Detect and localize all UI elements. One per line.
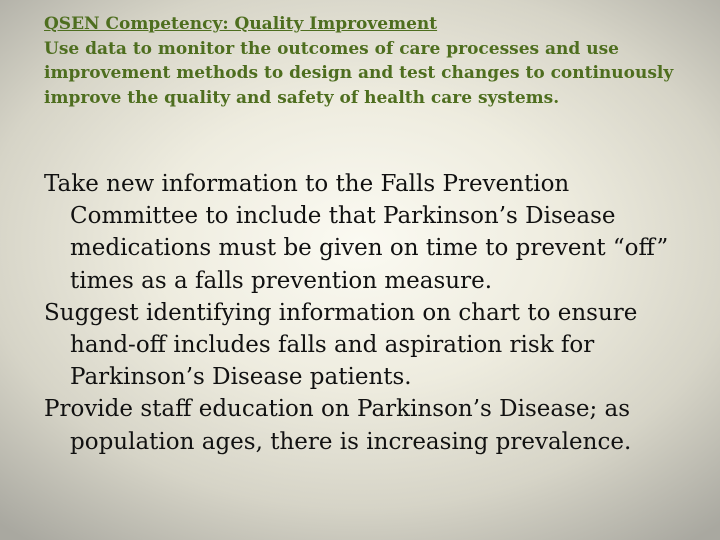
list-item: Provide staff education on Parkinson’s Disease; as population ages, there is increasing prevalence. [44, 396, 632, 455]
list-item: Take new information to the Falls Prevention Committee to include that Parkinson’s Disease medications must be given on time to prevent “off” times as a falls prevention measure. [44, 171, 669, 294]
competency-description: Use data to monitor the outcomes of care processes and use improvement methods to design and test changes to continuously improve the quality and safety of health care systems. [44, 38, 674, 108]
action-list [44, 168, 694, 458]
competency-header [44, 12, 684, 110]
list-item: Suggest identifying information on chart to ensure hand-off includes falls and aspiration risk for Parkinson’s Disease patients. [44, 299, 638, 391]
competency-title: QSEN Competency: Quality Improvement [44, 14, 438, 34]
